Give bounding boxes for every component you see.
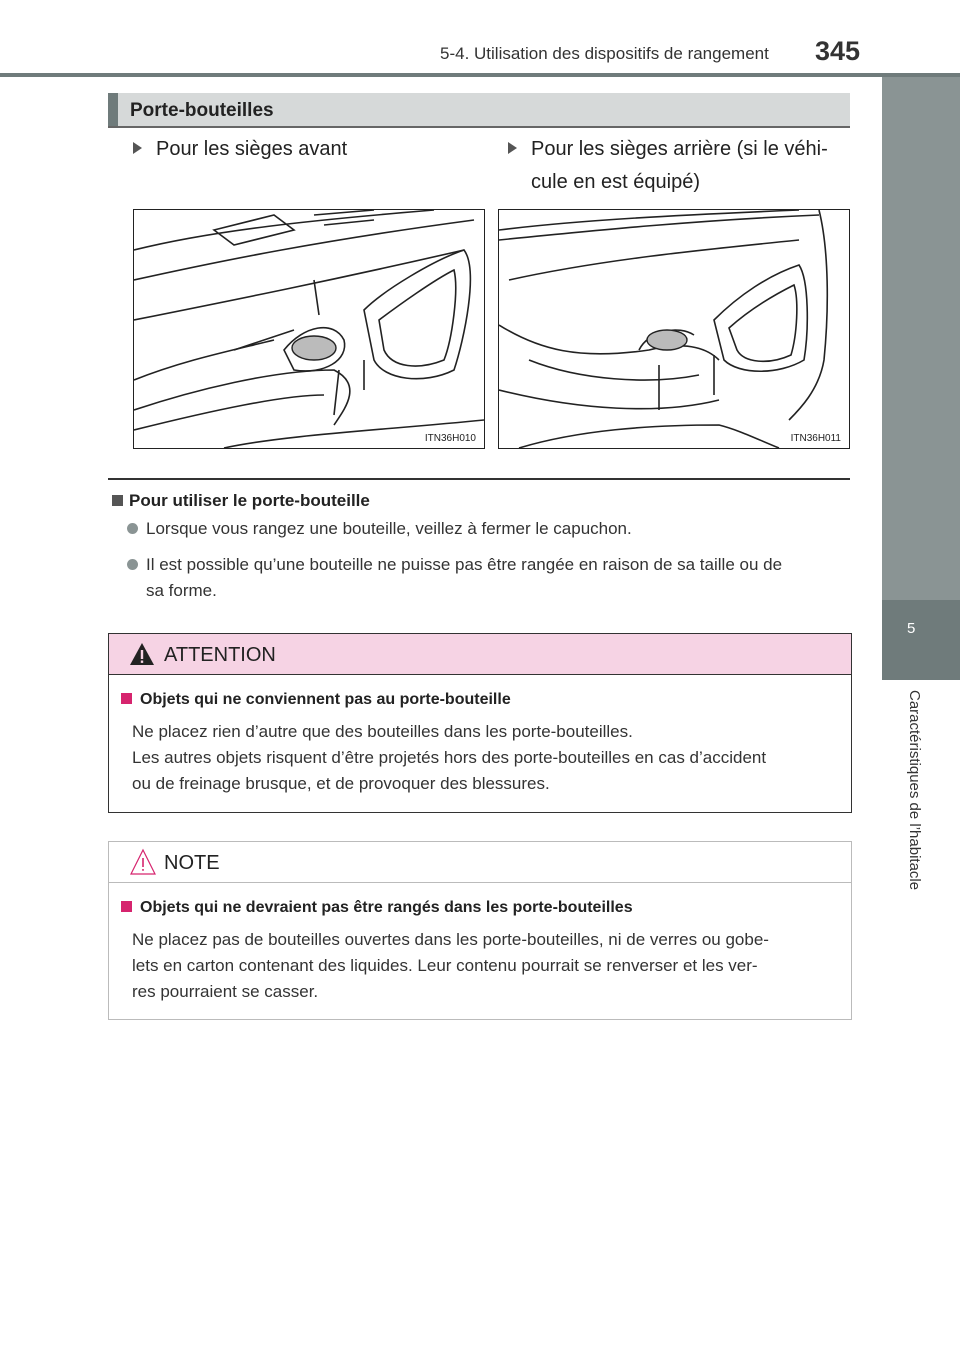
front-door-illustration (134, 210, 484, 448)
circle-bullet-icon (127, 523, 138, 534)
figure-id: ITN36H010 (424, 433, 476, 444)
attention-box (108, 633, 852, 813)
square-bullet-icon (112, 495, 123, 506)
chapter-tab (882, 600, 960, 680)
figure-front-bottle-holder (133, 209, 485, 449)
note-text: Ne placez pas de bouteilles ouvertes dans les porte-bouteilles, ni de verres ou gobe- lets en carton contenant des liquides. Leur contenu pourrait se renverser et les ver- res pourraient se casser. (132, 930, 769, 1001)
figure-id: ITN36H011 (790, 433, 841, 444)
attention-title: ATTENTION (164, 644, 276, 666)
side-strip (882, 77, 960, 600)
chapter-label: Caractéristiques de l’habitacle (906, 690, 923, 891)
section-accent (108, 93, 118, 126)
rear-door-illustration (499, 210, 849, 448)
square-bullet-icon (121, 693, 132, 704)
attention-text: Ne placez rien d’autre que des bouteilles dans les porte-bouteilles. Les autres objets risquent d’être projetés hors des porte-bouteilles en cas d’accident ou de freinage brusque, et de provoquer des blessures. (132, 722, 767, 793)
usage-heading: Pour utiliser le porte-bouteille (112, 491, 370, 511)
section-title: Porte-bouteilles (130, 100, 274, 121)
square-bullet-icon (121, 901, 132, 912)
figure-caption-front: Pour les sièges avant (133, 133, 347, 166)
note-body (109, 883, 851, 1021)
attention-body (109, 675, 851, 813)
usage-bullet-1: Lorsque vous rangez une bouteille, veillez à fermer le capuchon. (127, 516, 853, 542)
section-title-bar (108, 93, 850, 128)
attention-header (109, 634, 851, 675)
warning-triangle-icon (129, 642, 155, 666)
note-title: NOTE (164, 852, 220, 874)
triangle-bullet-icon (508, 142, 517, 154)
figure-rear-bottle-holder (498, 209, 850, 449)
circle-bullet-icon (127, 559, 138, 570)
caution-triangle-icon (129, 848, 157, 876)
chapter-number: 5 (907, 620, 916, 637)
triangle-bullet-icon (133, 142, 142, 154)
note-header (109, 842, 851, 883)
note-subheading: Objets qui ne devraient pas être rangés dans les porte-bouteilles (121, 899, 837, 917)
header-rule (0, 73, 960, 77)
figure-caption-rear: Pour les sièges arrière (si le véhi- cule en est équipé) (508, 133, 828, 199)
usage-bullet-2: Il est possible qu’une bouteille ne puisse pas être rangée en raison de sa taille ou de sa forme. (127, 552, 853, 604)
page-number: 345 (815, 36, 861, 66)
section-divider (108, 478, 850, 480)
header-title: 5-4. Utilisation des dispositifs de rangement (440, 44, 769, 63)
note-box (108, 841, 852, 1020)
attention-subheading: Objets qui ne conviennent pas au porte-bouteille (121, 691, 837, 709)
